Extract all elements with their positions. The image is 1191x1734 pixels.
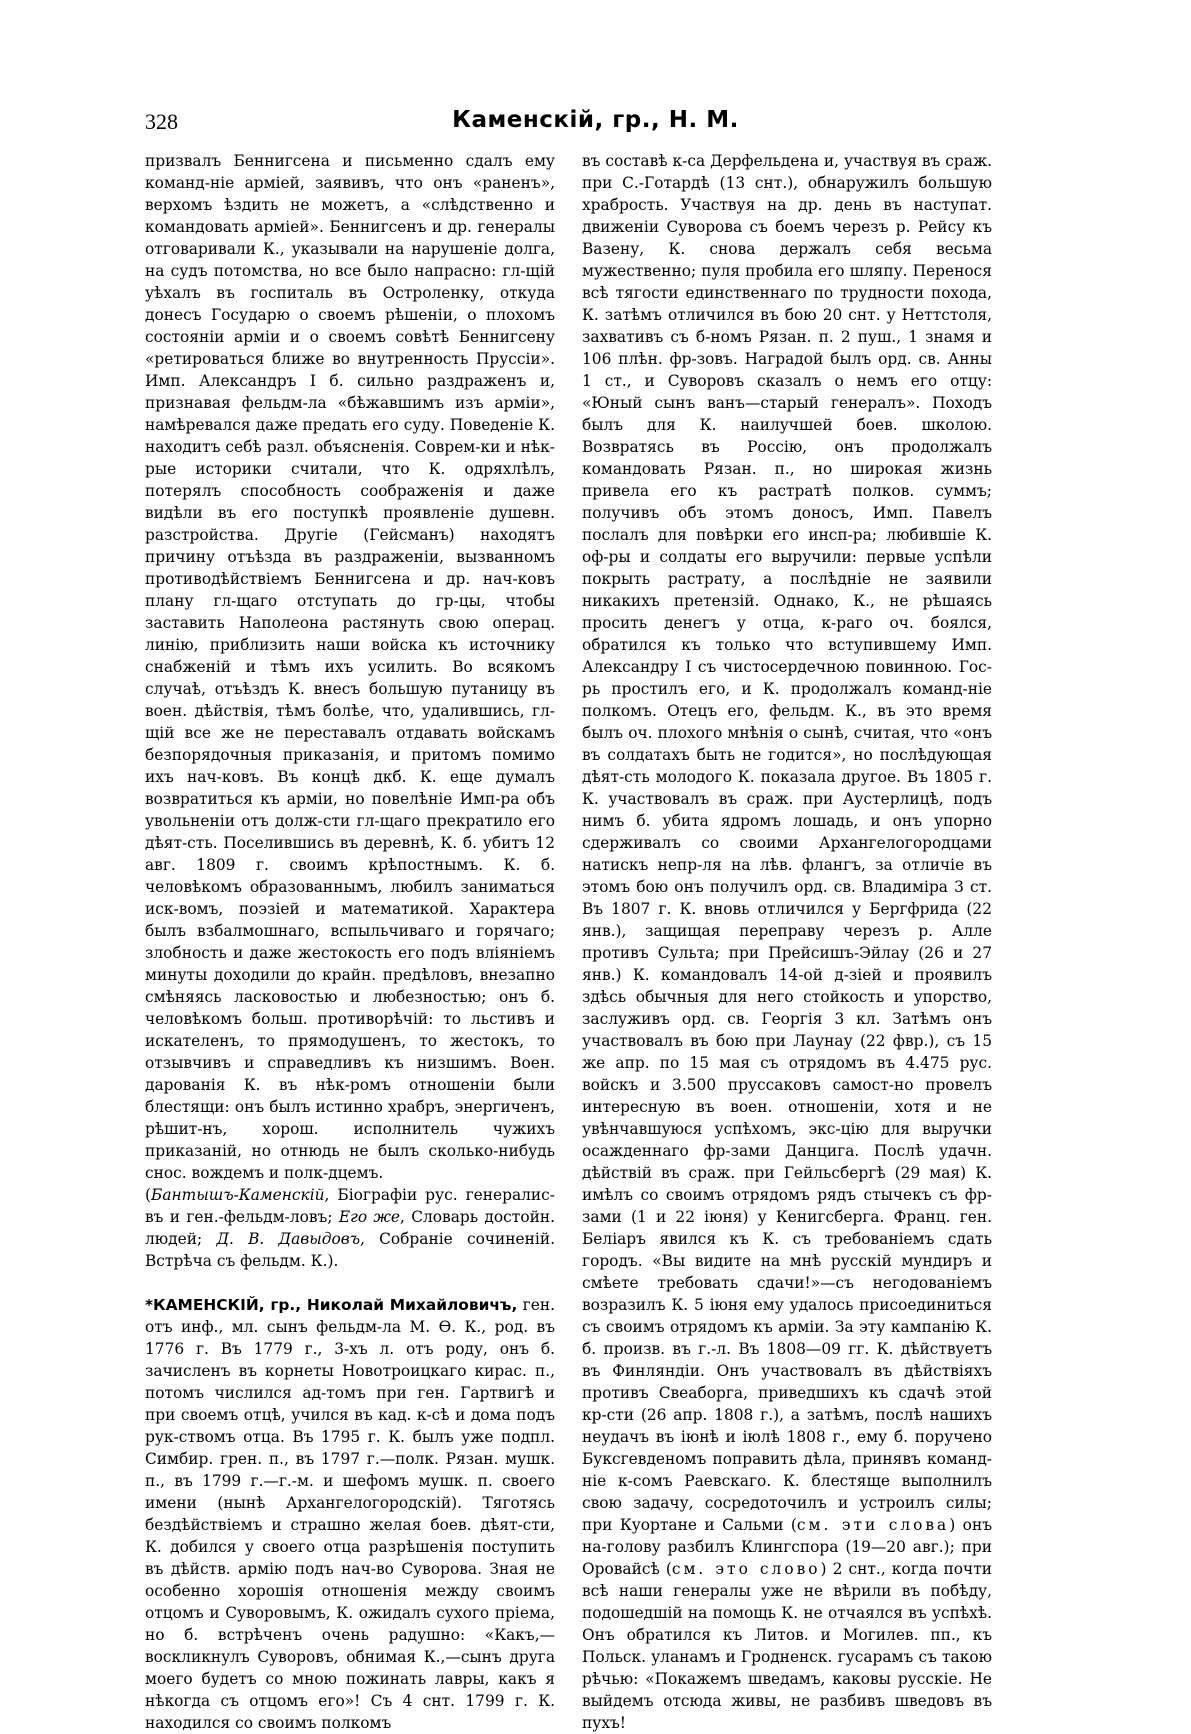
entry-separator [145,1272,555,1294]
article-continuation: призвалъ Беннигсена и письменно сдалъ ему команд-ніе арміей, заявивъ, что онъ «раненъ», верхомъ ѣздить не можетъ, а «слѣдственно и командовать арміей». Беннигсенъ и др. генералы отговаривали К., указывали на нарушеніе долга, на судъ потомства, но все было напрасно: гл-щій уѣхалъ въ госпиталь въ Остроленку, откуда донесъ Государю о своемъ рѣшеніи, о плохомъ состояніи арміи и о своемъ совѣтѣ Беннигсену «ретироваться ближе во внутренность Пруссіи». Имп. Александръ I б. сильно раздраженъ и, признавая фельдм-ла «бѣжавшимъ изъ арміи», намѣревался даже предать его суду. Поведеніе К. находитъ себѣ разл. объясненія. Соврем-ки и нѣк-рые историки считали, что К. одряхлѣлъ, потерялъ способность соображенія и даже видѣли въ его поступкѣ проявленіе душевн. разстройства. Другіе (Гейсманъ) находятъ причину отъѣзда въ раздраженіи, вызванномъ противодѣйствіемъ Беннигсена и др. нач-ковъ плану гл-щаго отступать до гр-цы, чтобы заставить Наполеона растянуть свою операц. линію, приблизить наши войска къ источнику снабженій и тѣмъ ихъ усилить. Во всякомъ случаѣ, отъѣздъ К. внесъ большую путаницу въ воен. дѣйствія, тѣмъ болѣе, что, удалившись, гл-щій все же не переставалъ отдавать войскамъ безпорядочныя приказанія, и притомъ помимо ихъ нач-ковъ. Въ концѣ дкб. К. еще думалъ возвратиться къ арміи, но повелѣніе Имп-ра объ увольненіи отъ долж-сти гл-щаго прекратило его дѣят-сть. Поселившись въ деревнѣ, К. б. убитъ 12 авг. 1809 г. своимъ крѣпостнымъ. К. б. человѣкомъ образованнымъ, любилъ заниматься иск-вомъ, поэзіей и математикой. Характера былъ взбалмошнаго, вспыльчиваго и горячаго; злобность и даже жестокость его подъ вліяніемъ минуты доходили до крайн. предѣловъ, внезапно смѣняясь ласковостью и любезностью; онъ б. человѣкомъ больш. противорѣчій: то льстивъ и искaтеленъ, то прямодушенъ, то жестокъ, то отзывчивъ и справедливъ къ низшимъ. Воен. дарованія К. въ нѣк-ромъ отношеніи были блестящи: онъ былъ истинно храбръ, энергиченъ, рѣшит-нъ, хорош. исполнитель чужихъ приказаній, но отнюдь не былъ сколько-нибудь снос. вождемъ и полк-дцемъ. [145,152,555,1182]
entry-continuation [582,150,992,1734]
page-number: 328 [145,109,178,134]
cross-reference: см. это слово [671,1560,821,1578]
cross-reference: см. эти слова [796,1516,950,1534]
entry-body: ) 2 снт., когда почти всѣ наши генералы уже не вѣрили въ побѣду, подошедшій на помощь К. не отчаялся въ успѣхѣ. Онъ обратился къ Литов. и Могилев. пп., къ Польск. уланамъ и Гродненск. гусарамъ съ такою рѣчью: «Покажемъ шведамъ, каковы русскіе. Не выйдемъ отсюда живы, не разбивъ шведовъ въ пухъ! [582,1560,992,1732]
reference-source: Д. В. Давыдовъ [216,1230,360,1248]
left-column [145,150,555,1734]
reference-text: , Собраніе сочиненій. Встрѣча съ фельдм. К.). [145,1230,555,1270]
reference-source: Его же [338,1208,401,1226]
reference-text: , Словарь достойн. людей; [145,1208,555,1248]
reference-source: Бантышъ-Каменскій [151,1186,325,1204]
entry-body: ) онъ на-голову разбилъ Клингспора (19—20 авг.); при Оровайсѣ ( [582,1516,992,1578]
right-column [582,150,992,1734]
entry-body: въ составѣ к-са Дерфельдена и, участвуя въ сраж. при С.-Готардѣ (13 снт.), обнаружилъ большую храбрость. Участвуя на др. день въ наступат. движеніи Суворова съ боемъ черезъ р. Рейсу къ Вазену, К. снова держалъ себя весьма мужественно; пуля пробила его шляпу. Перенося всѣ тягости единственнаго по трудности похода, К. затѣмъ отличился въ бою 20 снт. у Неттстоля, захвативъ съ б-номъ Рязан. п. 2 пуш., 1 знамя и 106 плѣн. фр-зовъ. Наградой былъ орд. св. Анны 1 ст., и Суворовъ сказалъ о немъ его отцу: «Юный сынъ ванъ—старый генералъ». Походъ былъ для К. наилучшей боев. школою. Возвратясь въ Россію, онъ продолжалъ командовать Рязан. п., но широкая жизнь привела его къ растратѣ полков. суммъ; получивъ объ этомъ доносъ, Имп. Павелъ послалъ для повѣрки его инсп-ра; любившіе К. оф-ры и солдаты его выручили: первые успѣли покрыть растрату, а послѣдніе не заявили никакихъ претензій. Однако, К., не рѣшаясь просить денегъ у отца, к-раго оч. боялся, обратился къ только что вступившему Имп. Александру I съ чистосердечною повинною. Гос-рь простилъ его, и К. продолжалъ команд-ніе полкомъ. Отецъ его, фельдм. К., въ это время былъ оч. плохого мнѣнія о сынѣ, считая, что «онъ въ солдатахъ быть не годится», но послѣдующая дѣят-сть молодого К. показала другое. Въ 1805 г. К. участвовалъ въ сраж. при Аустерлицѣ, подъ нимъ б. убита ядромъ лошадь, и онъ упорно сдерживалъ со своими Архангелогородцами натискъ непр-ля на лѣв. флангъ, за отличіе въ этомъ бою онъ получилъ орд. св. Владиміра 3 ст. Въ 1807 г. К. вновь отличился у Бергфрида (22 янв.), защищая переправу черезъ р. Алле противъ Сульта; при Прейсишъ-Эйлау (26 и 27 янв.) К. командовалъ 14-ой д-зіей и проявилъ здѣсь обычныя для него стойкость и упорство, заслуживъ орд. св. Георгія 3 кл. Затѣмъ онъ участвовалъ въ бою при Лаунау (22 фвр.), съ 15 же апр. по 15 мая съ отрядомъ въ 4.475 рус. войскъ и 3.500 пруссаковъ самост-но провелъ интересную въ воен. отношеніи, хотя и не увѣнчавшуюся успѣхомъ, экс-цію для выручки осажденнаго фр-зами Данцига. Послѣ удачн. дѣйствій въ сраж. при Гейльсбергѣ (29 мая) К. имѣлъ со своимъ отрядомъ рядъ стычекъ съ фр-зами (1 и 22 іюня) у Кенигсберга. Франц. ген. Беліаръ явился къ К. съ требованіемъ сдать городъ. «Вы видите на мнѣ русскій мундиръ и смѣете требовать сдачи!»—съ негодованіемъ возразилъ К. 5 іюня ему удалось присоединиться съ своимъ отрядомъ къ арміи. За эту кампанію К. б. произв. въ г.-л. Въ 1808—09 гг. К. дѣйствуетъ въ Финляндіи. Онъ участвовалъ въ дѣйствіяхъ противъ Свеаборга, приведшихъ къ сдачѣ этой кр-сти (26 апр. 1808 г.), а затѣмъ, послѣ нашихъ неудачъ въ іюнѣ и іюлѣ 1808 г., ему б. поручено Буксгевденомъ поправить дѣла, принявъ команд-ніе к-сомъ Раевскаго. К. блестяще выполнилъ свою задачу, сосредоточилъ и устроилъ силы; при Куортане и Сальми ( [582,152,992,1534]
reference-text: , Біографіи рус. генералис-въ и ген.-фельдм-ловъ; [145,1186,555,1226]
entry-body: ген. отъ инф., мл. сынъ фельдм-ла М. Ѳ. К., род. въ 1776 г. Въ 1779 г., 3-хъ л. отъ роду, онъ б. зачисленъ въ корнеты Новотроицкаго кирас. п., потомъ числился ад-томъ при ген. Гартвигѣ и при своемъ отцѣ, учился въ кад. к-сѣ и дома подъ рук-ствомъ отца. Въ 1795 г. К. былъ уже подпл. Симбир. грен. п., въ 1797 г.—полк. Рязан. мушк. п., въ 1799 г.—г.-м. и шефомъ мушк. п. своего имени (нынѣ Архангелогородскій). Тяготясь бездѣйствіемъ и страшно желая боев. дѣят-сти, К. добился у своего отца разрѣшенія поступить въ дѣйств. армію подъ нач-во Суворова. Зная не особенно хорошія отношенія между своимъ отцомъ и Суворовымъ, К. ожидалъ сухого пріема, но б. встрѣченъ очень радушно: «Какъ,—воскликнулъ Суворовъ, обнимая К.,—сынъ друга моего будетъ со мною пожинать лавры, какъ я нѣкогда съ отцомъ его»! Съ 4 снт. 1799 г. К. находился со своимъ полкомъ [145,1296,555,1732]
entry-heading: *КАМЕНСКІЙ, гр., Николай Михайловичъ, [145,1296,518,1314]
running-head: Каменскій, гр., Н. М. [452,107,739,133]
entry [145,1294,555,1734]
references: (Бантышъ-Каменскій, Біографіи рус. генералис-въ и ген.-фельдм-ловъ; Его же, Словарь достойн. людей; Д. В. Давыдовъ, Собраніе сочиненій. Встрѣча съ фельдм. К.). [145,1186,555,1270]
